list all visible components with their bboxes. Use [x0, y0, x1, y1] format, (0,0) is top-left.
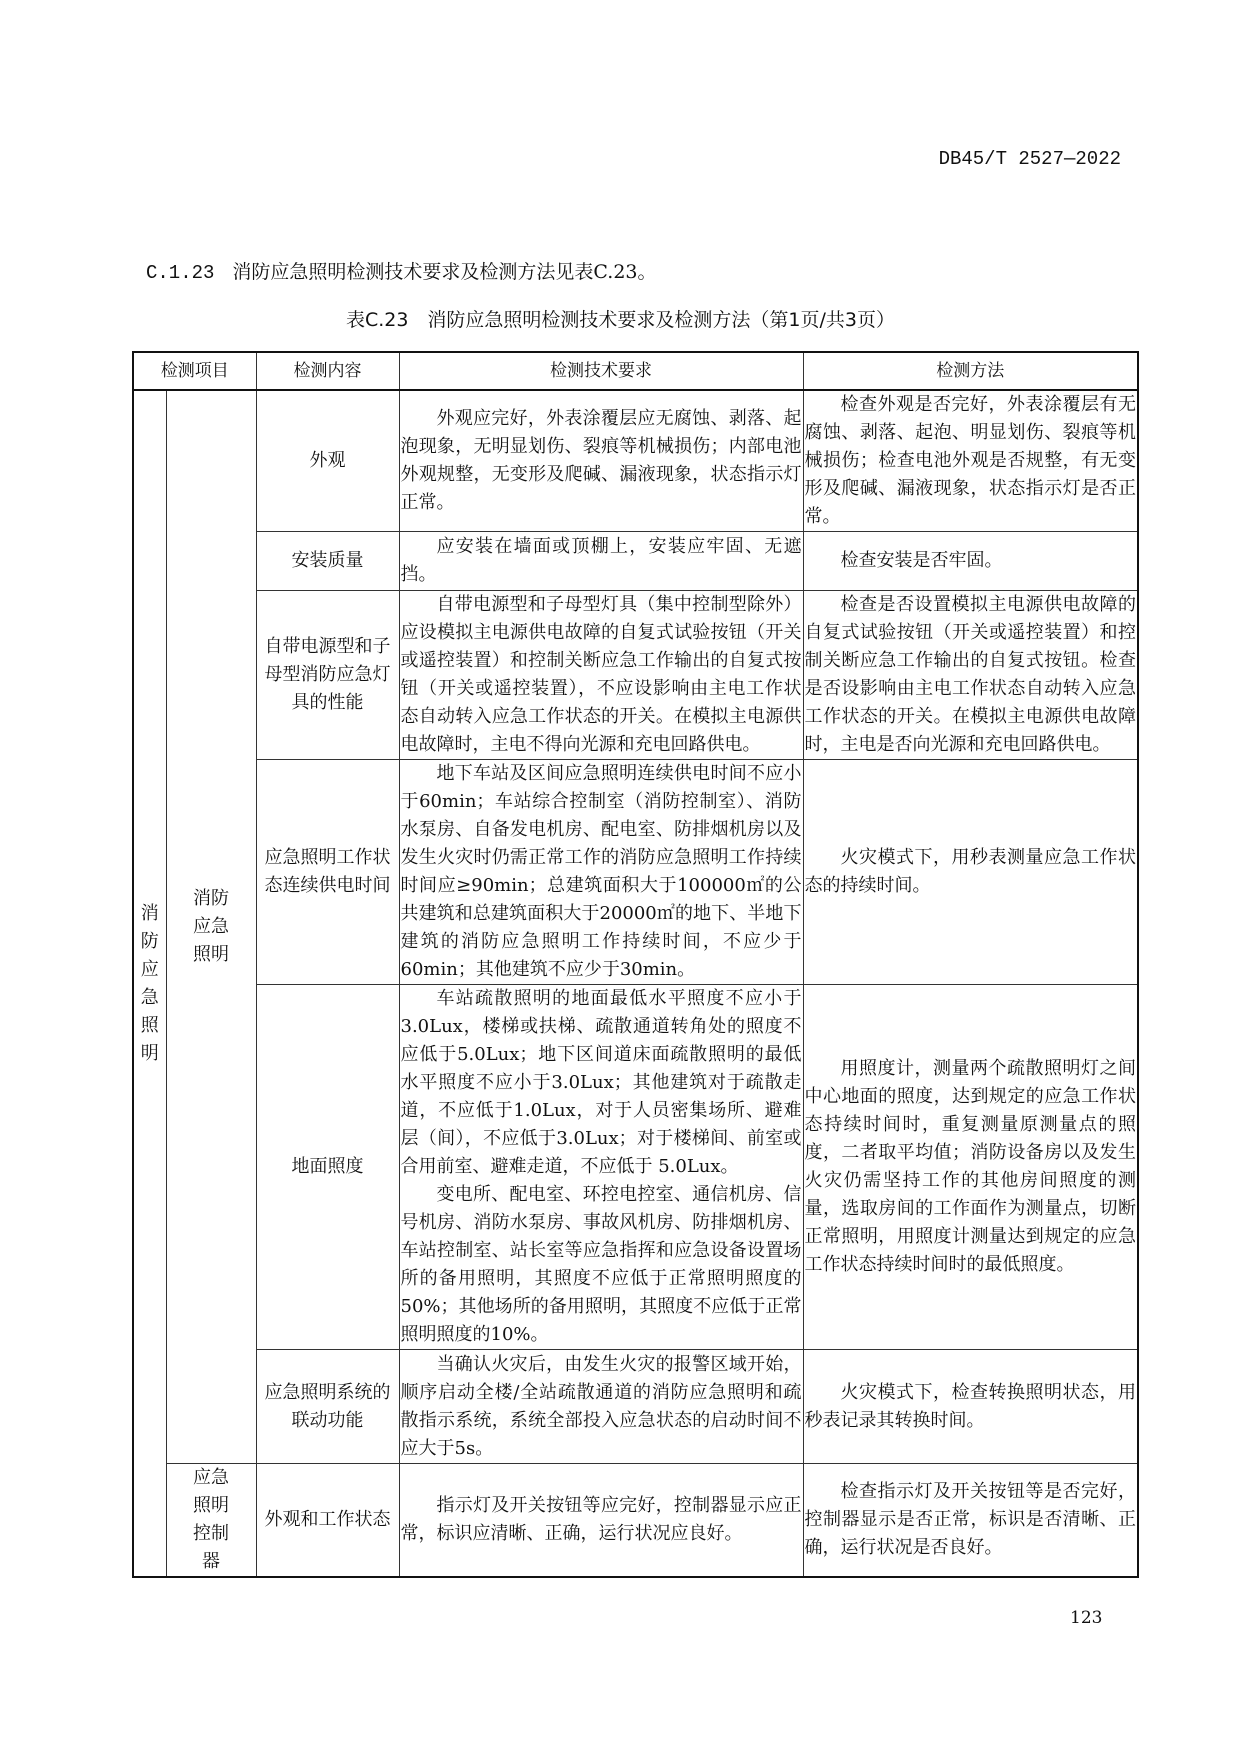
table-title: 表C.23 消防应急照明检测技术要求及检测方法（第1页/共3页）	[345, 309, 896, 331]
requirement-text: 当确认火灾后，由发生火灾的报警区域开始，顺序启动全楼/全站疏散通道的消防应急照明和疏散指示系统，系统全部投入应急状态的启动时间不应大于5s。	[400, 1353, 802, 1459]
item-label: 消 防 应 急 照 明	[140, 902, 159, 1064]
group-cell	[166, 1464, 256, 1578]
method-text: 检查安装是否牢固。	[840, 550, 1003, 571]
requirement-text: 变电所、配电室、环控电控室、通信机房、信号机房、消防水泵房、事故风机房、防排烟机房、车站控制室、站长室等应急指挥和应急设备设置场所的备用照明，其照度不应低于正常照明照度的50%；其他场所的备用照明，其照度不应低于正常照明照度的10%。	[400, 1184, 802, 1345]
requirement-cell	[399, 591, 803, 760]
requirement-text: 指示灯及开关按钮等应完好，控制器显示应正常，标识应清晰、正确，运行状况应良好。	[400, 1495, 802, 1544]
method-cell	[803, 591, 1138, 760]
page-number: 123	[1070, 1608, 1103, 1628]
clause-number: C.1.23	[146, 262, 215, 284]
header-item: 检测项目	[133, 352, 256, 390]
table-row	[133, 390, 1138, 532]
content-cell: 地面照度	[256, 985, 399, 1350]
table-header-row	[133, 352, 1138, 390]
content-cell: 自带电源型和子母型消防应急灯具的性能	[256, 591, 399, 760]
header-requirement: 检测技术要求	[399, 352, 803, 390]
table-row	[133, 760, 1138, 985]
item-cell	[133, 390, 166, 1577]
method-text: 火灾模式下，用秒表测量应急工作状态的持续时间。	[804, 847, 1136, 896]
clause-text: 消防应急照明检测技术要求及检测方法见表C.23。	[232, 261, 657, 283]
content-cell: 外观	[256, 390, 399, 532]
requirement-text: 地下车站及区间应急照明连续供电时间不应小于60min；车站综合控制室（消防控制室）、消防水泵房、自备发电机房、配电室、防排烟机房以及发生火灾时仍需正常工作的消防应急照明工作持续时间应≥90min；总建筑面积大于100000㎡的公共建筑和总建筑面积大于20000㎡的地下、半地下建筑的消防应急照明工作持续时间，不应少于60min；其他建筑不应少于30min。	[400, 763, 802, 980]
clause-line	[146, 257, 657, 284]
requirement-cell	[399, 985, 803, 1350]
group-cell	[166, 390, 256, 1464]
requirement-cell	[399, 390, 803, 532]
content-cell: 外观和工作状态	[256, 1464, 399, 1578]
method-cell	[803, 532, 1138, 591]
method-text: 检查外观是否完好，外表涂覆层有无腐蚀、剥落、起泡、明显划伤、裂痕等机械损伤；检查电池外观是否规整，有无变形及爬碱、漏液现象，状态指示灯是否正常。	[804, 394, 1136, 527]
requirement-text: 自带电源型和子母型灯具（集中控制型除外）应设模拟主电源供电故障的自复式试验按钮（开关或遥控装置）和控制关断应急工作输出的自复式按钮（开关或遥控装置），不应设影响由主电工作状态自动转入应急工作状态的开关。在模拟主电源供电故障时，主电不得向光源和充电回路供电。	[400, 594, 802, 755]
requirement-cell	[399, 532, 803, 591]
group-label: 应急 照明 控制 器	[193, 1467, 229, 1572]
table-row	[133, 985, 1138, 1350]
method-cell	[803, 1350, 1138, 1464]
requirement-cell	[399, 1350, 803, 1464]
header-method: 检测方法	[803, 352, 1138, 390]
content-cell: 安装质量	[256, 532, 399, 591]
requirement-text: 应安装在墙面或顶棚上，安装应牢固、无遮挡。	[400, 536, 802, 585]
method-text: 检查是否设置模拟主电源供电故障的自复式试验按钮（开关或遥控装置）和控制关断应急工作输出的自复式按钮。检查是否设影响由主电工作状态自动转入应急工作状态的开关。在模拟主电源供电故障时，主电是否向光源和充电回路供电。	[804, 594, 1136, 755]
requirement-cell	[399, 760, 803, 985]
table-row	[133, 1350, 1138, 1464]
table-row	[133, 1464, 1138, 1578]
method-cell	[803, 985, 1138, 1350]
requirement-text: 外观应完好，外表涂覆层应无腐蚀、剥落、起泡现象，无明显划伤、裂痕等机械损伤；内部电池外观规整，无变形及爬碱、漏液现象，状态指示灯正常。	[400, 408, 802, 513]
table-row	[133, 532, 1138, 591]
requirement-text: 车站疏散照明的地面最低水平照度不应小于3.0Lux，楼梯或扶梯、疏散通道转角处的照度不应低于5.0Lux；地下区间道床面疏散照明的最低水平照度不应小于3.0Lux；其他建筑对于疏散走道，不应低于1.0Lux，对于人员密集场所、避难层（间），不应低于3.0Lux；对于楼梯间、前室或合用前室、避难走道，不应低于 5.0Lux。	[400, 988, 802, 1177]
requirement-cell	[399, 1464, 803, 1578]
inspection-table	[132, 351, 1139, 1578]
method-text: 用照度计，测量两个疏散照明灯之间中心地面的照度，达到规定的应急工作状态持续时间时，重复测量原测量点的照度，二者取平均值；消防设备房以及发生火灾仍需坚持工作的其他房间照度的测量，选取房间的工作面作为测量点，切断正常照明，用照度计测量达到规定的应急工作状态持续时间时的最低照度。	[804, 1058, 1136, 1275]
method-text: 检查指示灯及开关按钮等是否完好，控制器显示是否正常，标识是否清晰、正确，运行状况是否良好。	[804, 1481, 1136, 1558]
content-cell: 应急照明工作状态连续供电时间	[256, 760, 399, 985]
method-cell	[803, 390, 1138, 532]
method-text: 火灾模式下，检查转换照明状态，用秒表记录其转换时间。	[804, 1381, 1136, 1431]
content-cell: 应急照明系统的联动功能	[256, 1350, 399, 1464]
header-content: 检测内容	[256, 352, 399, 390]
method-cell	[803, 760, 1138, 985]
group-label: 消防 应急 照明	[193, 888, 229, 965]
document-id: DB45/T 2527—2022	[938, 148, 1121, 170]
method-cell	[803, 1464, 1138, 1578]
table-row	[133, 591, 1138, 760]
